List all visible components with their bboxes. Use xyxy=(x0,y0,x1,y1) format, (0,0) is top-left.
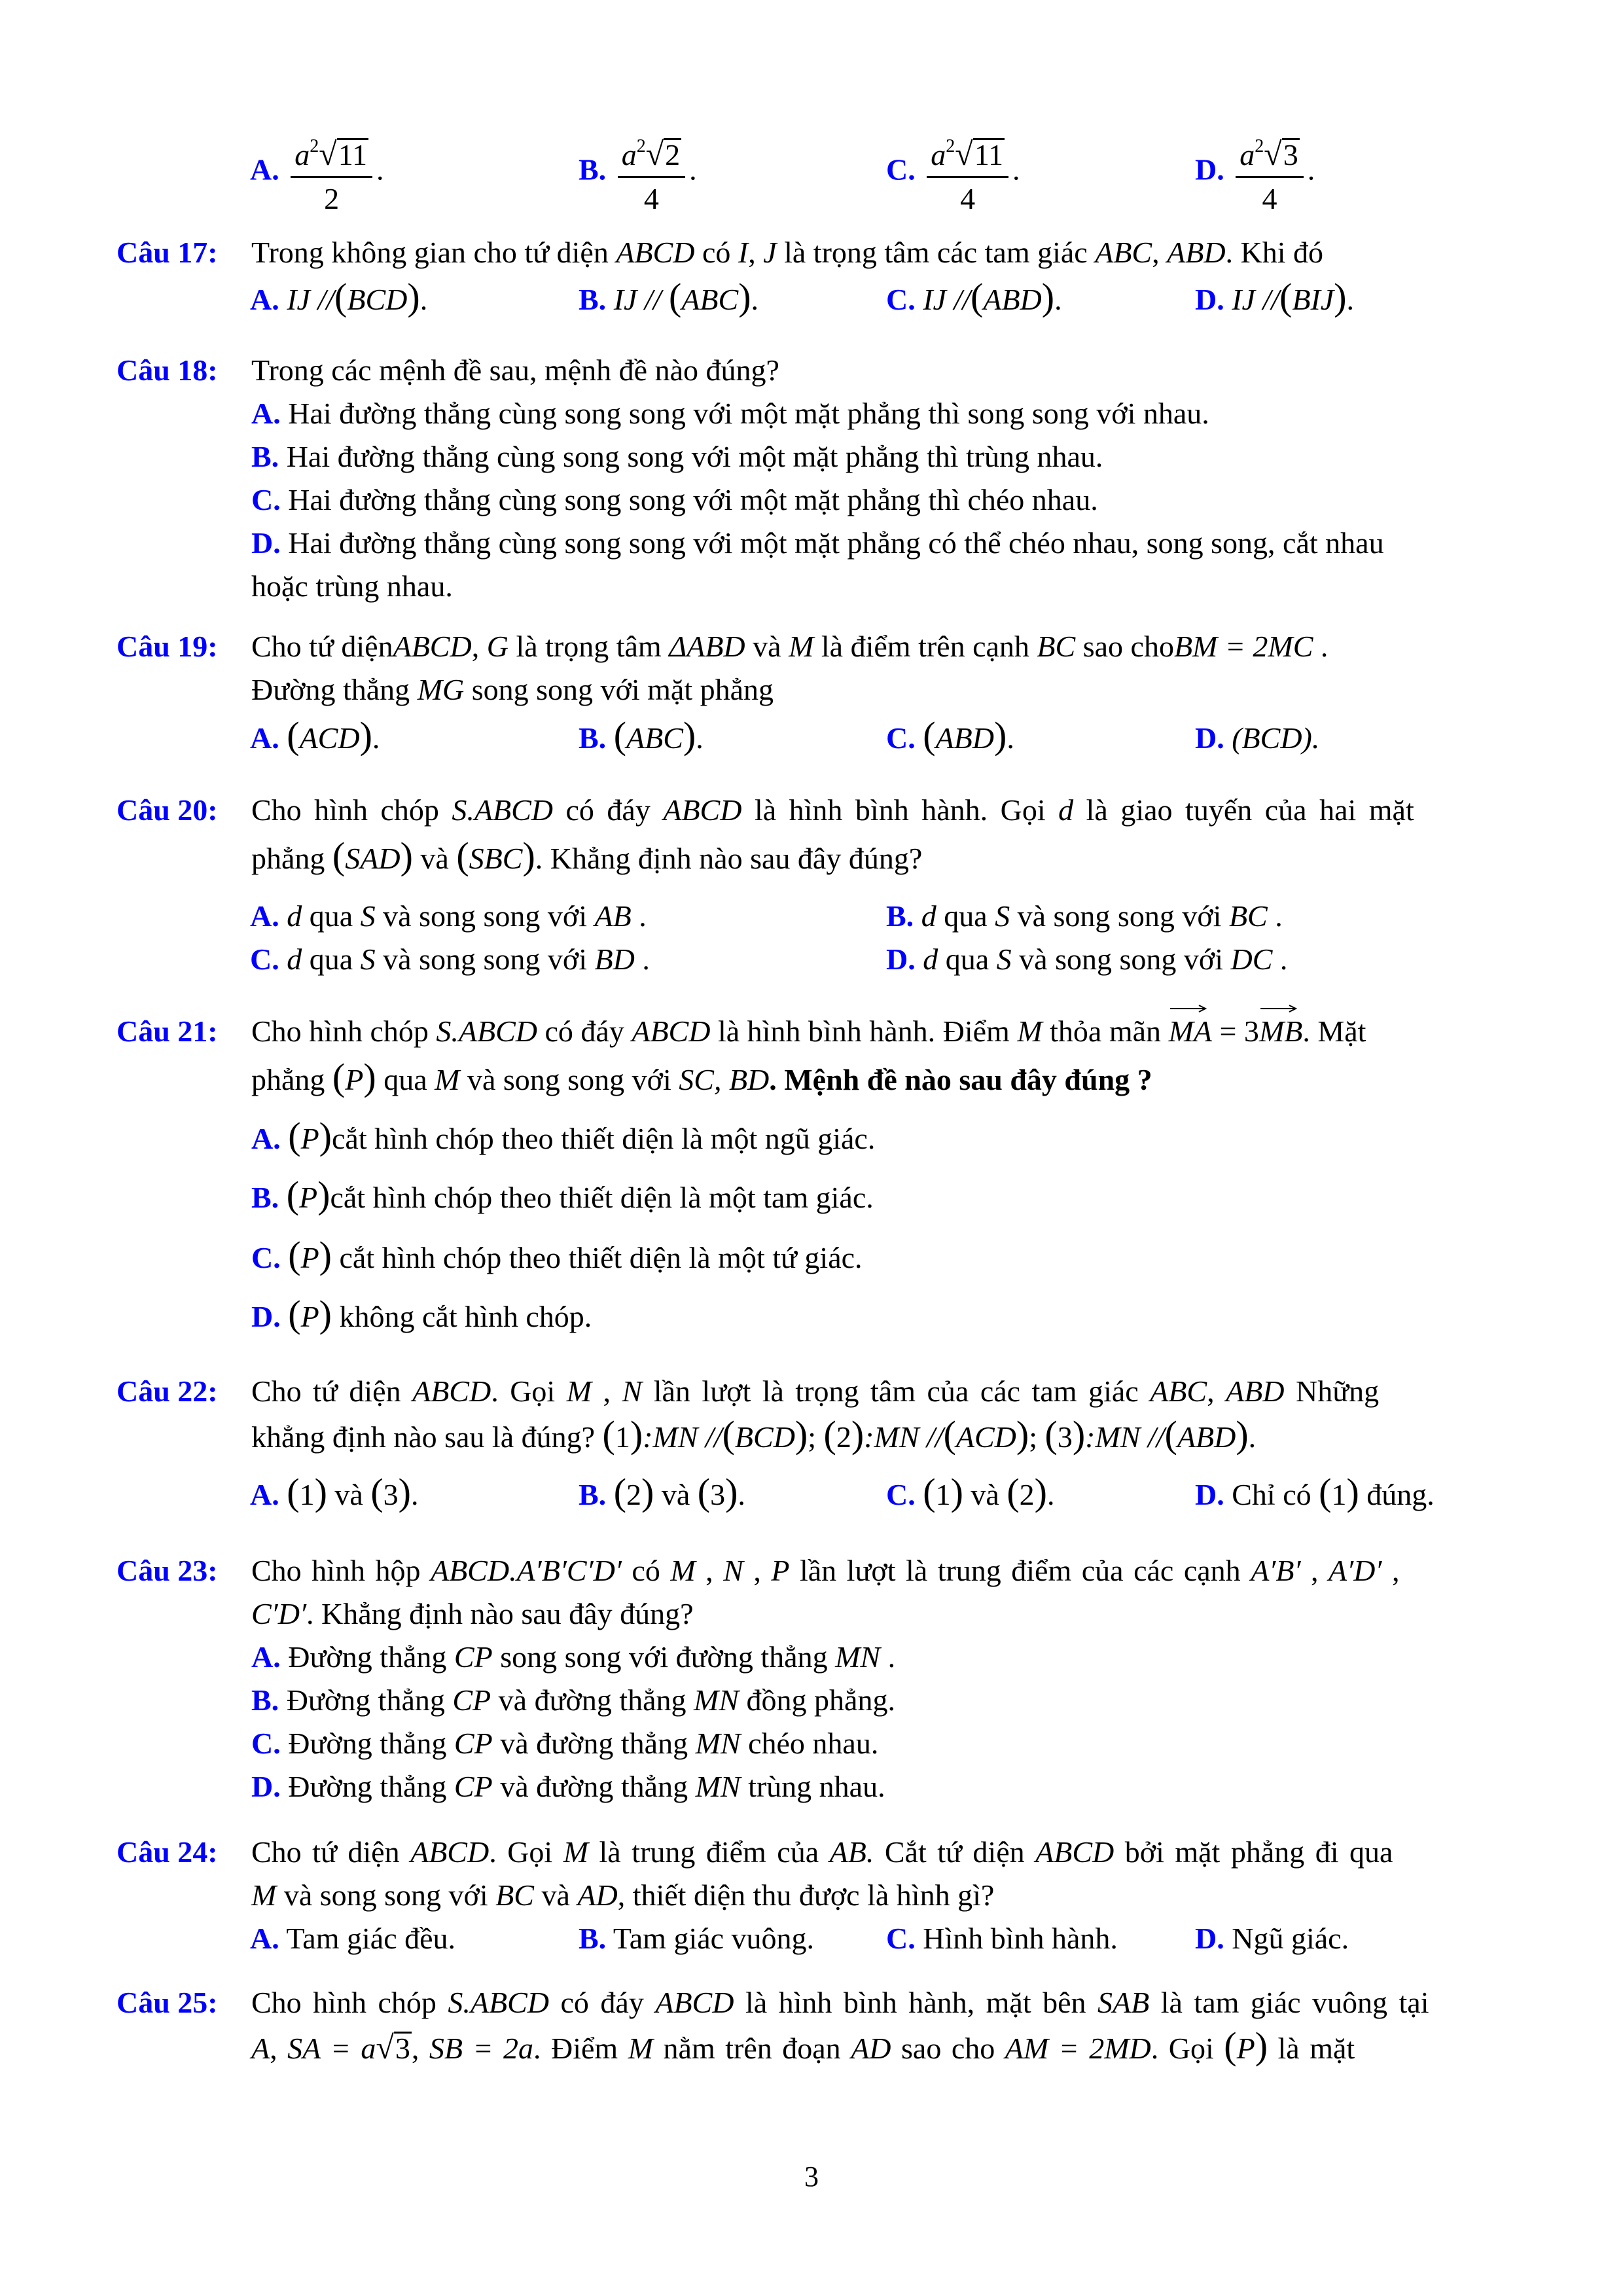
q19-option-d: D. (BCD). xyxy=(1195,721,1320,755)
q20-stem: Cho hình chóp S.ABCD có đáy ABCD là hình bình hành. Gọi d là giao tuyến của hai mặt xyxy=(251,793,1414,827)
q22-option-b: B. (2) và (3). xyxy=(579,1471,745,1513)
q23-option-b: B. Đường thẳng CP và đường thẳng MN đồng phẳng. xyxy=(251,1683,895,1717)
q18-option-c: C. Hai đường thẳng cùng song song với một mặt phẳng thì chéo nhau. xyxy=(251,483,1098,516)
q24-option-c: C. Hình bình hành. xyxy=(886,1922,1118,1955)
q22-stem: Cho tứ diện ABCD. Gọi M , N lần lượt là trọng tâm của các tam giác ABC, ABD Những xyxy=(251,1374,1380,1408)
q21-option-a: A. (P)cắt hình chóp theo thiết diện là một ngũ giác. xyxy=(251,1115,876,1157)
q16-option-c: C. $\frac{a^2√11}{4}$ . xyxy=(886,128,1020,217)
option-label: B. xyxy=(579,152,607,187)
q24-option-d: D. Ngũ giác. xyxy=(1195,1922,1349,1955)
q20-option-b: B. d qua S và song song với BC . xyxy=(886,899,1283,933)
question-label: Câu 20: xyxy=(116,793,218,827)
q19-option-a: A. (ACD). xyxy=(250,714,380,757)
q22-option-a: A. (1) và (3). xyxy=(250,1471,419,1513)
q22-option-d: D. Chỉ có (1) đúng. xyxy=(1195,1471,1435,1513)
q20-option-d: D. d qua S và song song với DC . xyxy=(886,942,1288,976)
q23-option-c: C. Đường thẳng CP và đường thẳng MN chéo nhau. xyxy=(251,1727,879,1760)
option-label: C. xyxy=(886,152,916,187)
question-label: Câu 22: xyxy=(116,1374,218,1408)
q18-option-d: D. Hai đường thẳng cùng song song với một mặt phẳng có thể chéo nhau, song song, cắt nhau xyxy=(251,526,1384,560)
q19-option-b: B. (ABC). xyxy=(579,714,704,757)
question-label: Câu 21: xyxy=(116,1014,218,1048)
q23-stem-cont: C′D′. Khẳng định nào sau đây đúng? xyxy=(251,1597,694,1630)
question-label: Câu 25: xyxy=(116,1986,218,2019)
q17-option-b: B. IJ // (ABC). xyxy=(579,276,759,318)
q17-stem: Trong không gian cho tứ diện ABCD có I, J là trọng tâm các tam giác ABC, ABD. Khi đó xyxy=(251,236,1324,269)
option-label: A. xyxy=(250,152,279,187)
q18-option-b: B. Hai đường thẳng cùng song song với một mặt phẳng thì trùng nhau. xyxy=(251,440,1103,473)
q23-stem: Cho hình hộp ABCD.A′B′C′D′ có M , N , P lần lượt là trung điểm của các cạnh A′B′ , A′D′ , xyxy=(251,1554,1400,1587)
q22-option-c: C. (1) và (2). xyxy=(886,1471,1055,1513)
q21-stem: Cho hình chóp S.ABCD có đáy ABCD là hình bình hành. Điểm M thỏa mãn MA = 3 MB. Mặt xyxy=(251,1012,1366,1051)
q23-option-a: A. Đường thẳng CP song song với đường thẳng MN . xyxy=(251,1640,896,1674)
q19-stem: Cho tứ diệnABCD, G là trọng tâm ΔABD và M là điểm trên cạnh BC sao choBM = 2MC . xyxy=(251,630,1329,663)
q17-option-c: C. IJ //(ABD). xyxy=(886,276,1062,318)
fraction: $\frac{a^2√11}{2}$ xyxy=(291,128,372,217)
q19-option-c: C. (ABD). xyxy=(886,714,1014,757)
q24-option-b: B. Tam giác vuông. xyxy=(579,1922,815,1955)
question-label: Câu 24: xyxy=(116,1835,218,1869)
q20-stem-cont: phẳng (SAD) và (SBC). Khẳng định nào sau đây đúng? xyxy=(251,834,923,877)
fraction: $\frac{a^2√2}{4}$ xyxy=(618,128,685,217)
q23-option-d: D. Đường thẳng CP và đường thẳng MN trùng nhau. xyxy=(251,1770,885,1803)
q24-stem: Cho tứ diện ABCD. Gọi M là trung điểm của AB. Cắt tứ diện ABCD bởi mặt phẳng đi qua xyxy=(251,1835,1393,1869)
question-label: Câu 18: xyxy=(116,353,218,387)
fraction: $\frac{a^2√11}{4}$ xyxy=(927,128,1008,217)
question-label: Câu 19: xyxy=(116,630,218,663)
vector-mb: MB xyxy=(1259,1012,1302,1051)
q16-option-a: A. $\frac{a^2√11}{2}$ . xyxy=(250,128,383,217)
q18-option-d-cont: hoặc trùng nhau. xyxy=(251,569,453,603)
question-label: Câu 23: xyxy=(116,1554,218,1587)
q17-option-d: D. IJ //(BIJ). xyxy=(1195,276,1355,318)
q16-option-b: B. $\frac{a^2√2}{4}$ . xyxy=(579,128,697,217)
q17-option-a: A. IJ //(BCD). xyxy=(250,276,428,318)
option-label: D. xyxy=(1195,152,1224,187)
q18-stem: Trong các mệnh đề sau, mệnh đề nào đúng? xyxy=(251,353,779,387)
fraction: $\frac{a^2√3}{4}$ xyxy=(1236,128,1303,217)
q24-option-a: A. Tam giác đều. xyxy=(250,1922,456,1955)
q21-option-b: B. (P)cắt hình chóp theo thiết diện là một tam giác. xyxy=(251,1174,874,1216)
q24-stem-cont: M và song song với BC và AD, thiết diện thu được là hình gì? xyxy=(251,1878,995,1912)
q20-option-c: C. d qua S và song song với BD . xyxy=(250,942,650,976)
page-number: 3 xyxy=(804,2161,819,2193)
q21-option-d: D. (P) không cắt hình chóp. xyxy=(251,1293,592,1335)
q25-stem: Cho hình chóp S.ABCD có đáy ABCD là hình bình hành, mặt bên SAB là tam giác vuông tại xyxy=(251,1986,1429,2019)
q19-stem-cont: Đường thẳng MG song song với mặt phẳng xyxy=(251,673,774,706)
q21-stem-cont: phẳng (P) qua M và song song với SC, BD. Mệnh đề nào sau đây đúng ? xyxy=(251,1056,1152,1098)
q18-option-a: A. Hai đường thẳng cùng song song với một mặt phẳng thì song song với nhau. xyxy=(251,397,1209,430)
q21-option-c: C. (P) cắt hình chóp theo thiết diện là một tứ giác. xyxy=(251,1234,863,1276)
q22-stem-cont: khẳng định nào sau là đúng? (1):MN //(BCD); (2):MN //(ACD); (3):MN //(ABD). xyxy=(251,1413,1257,1456)
vector-ma: MA xyxy=(1169,1012,1212,1051)
q20-option-a: A. d qua S và song song với AB . xyxy=(250,899,647,933)
q16-option-d: D. $\frac{a^2√3}{4}$ . xyxy=(1195,128,1315,217)
question-label: Câu 17: xyxy=(116,236,218,269)
q25-stem-cont: A, SA = a√3, SB = 2a. Điểm M nằm trên đoạn AD sao cho AM = 2MD. Gọi (P) là mặt xyxy=(251,2024,1355,2067)
